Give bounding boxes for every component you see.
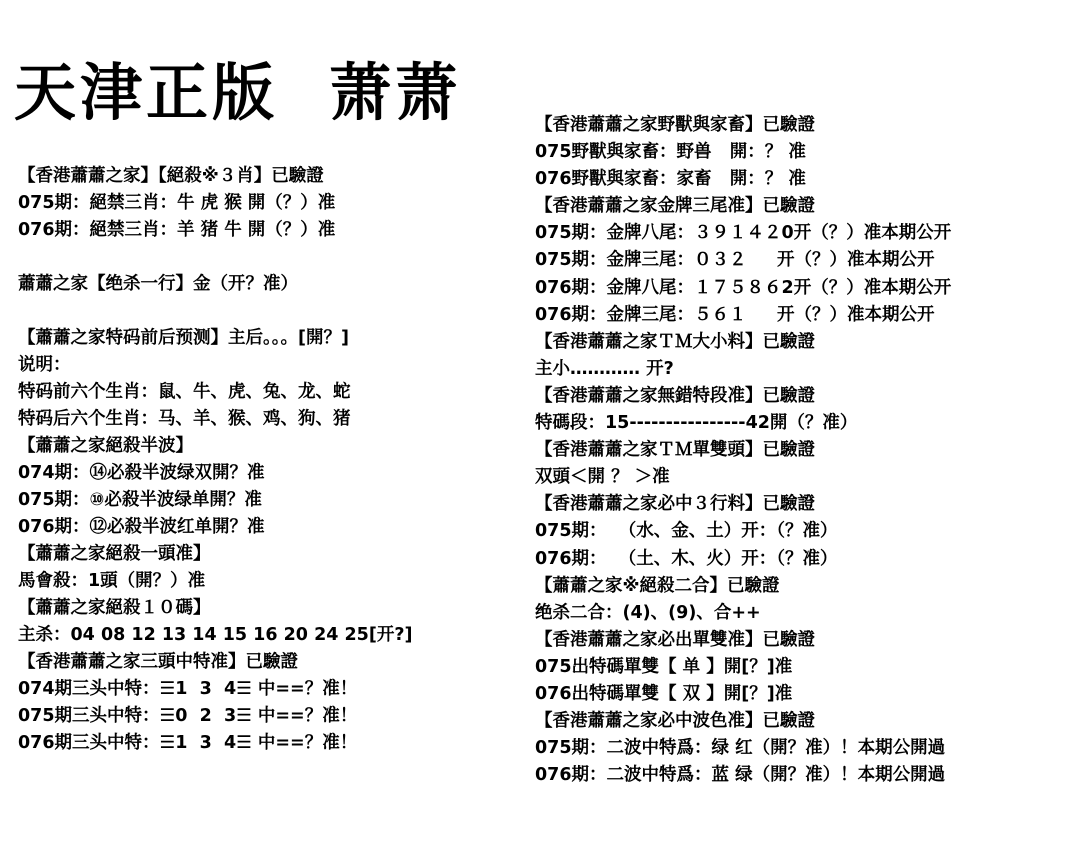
text-line: 074期：⑭必殺半波绿双開？准	[18, 463, 265, 483]
text-line: 076期：金牌三尾：５６１ 开（？）准本期公开	[535, 304, 935, 325]
text-line: 【蕭蕭之家特码前后预测】主后。。。[開？]	[18, 328, 349, 348]
text-line: 【蕭蕭之家※絕殺二合】已驗證	[535, 575, 780, 596]
text-line: 特码后六个生肖：马、羊、猴、鸡、狗、猪	[18, 409, 351, 429]
text-line: 【香港蕭蕭之家必中波色准】已驗證	[535, 711, 815, 732]
text-line: 【香港蕭蕭之家ＴＭ單雙頭】已驗證	[535, 440, 815, 461]
text-line: 075期三头中特：☰0 2 3☰ 中==？准！	[18, 706, 358, 726]
text-line: 馬會殺：1頭（開？）准	[18, 571, 206, 591]
text-line: 【蕭蕭之家絕殺一頭准】	[18, 544, 211, 564]
text-line: 蕭蕭之家【绝杀一行】金（开？准）	[18, 274, 298, 294]
text-line: 076期：⑫必殺半波红单開？准	[18, 517, 265, 537]
text-line: 075出特碼單雙【 单 】開[？]准	[535, 656, 793, 677]
text-line: 主小………… 开?	[535, 358, 674, 379]
text-line: 【香港蕭蕭之家必出單雙准】已驗證	[535, 629, 815, 650]
text-line: 076出特碼單雙【 双 】開[？]准	[535, 683, 793, 704]
page-title: 天津正版 萧萧	[14, 56, 462, 129]
left-column	[18, 163, 518, 757]
text-line: 特碼段：15----------------42開（？准）	[535, 413, 858, 434]
text-line: 075期：絕禁三肖：牛 虎 猴 開（？）准	[18, 193, 336, 213]
text-line	[18, 298, 518, 325]
text-line: 075期：⑩必殺半波绿单開？准	[18, 490, 262, 510]
text-line: 075期： （水、金、土）开：（？准）	[535, 521, 838, 542]
text-line: 075期：金牌三尾：０３２ 开（？）准本期公开	[535, 250, 935, 271]
text-line: 【香港蕭蕭之家無錯特段准】已驗證	[535, 385, 815, 406]
text-line: 076野獸與家畜：家畜 開：？ 准	[535, 169, 806, 190]
text-line	[18, 244, 518, 271]
text-line: 【香港蕭蕭之家金牌三尾准】已驗證	[535, 196, 815, 217]
text-line: 【蕭蕭之家絕殺半波】	[18, 436, 193, 456]
text-line: 075期：金牌八尾：３９１４２0开（？）准本期公开	[535, 223, 952, 244]
text-line: 076期：金牌八尾：１７５８６2开（？）准本期公开	[535, 277, 952, 298]
text-line: 076期：二波中特爲：蓝 绿（開？准）！本期公開過	[535, 765, 946, 786]
text-line: 【香港蕭蕭之家】【絕殺※３肖】已驗證	[18, 166, 324, 186]
text-line: 说明：	[18, 355, 71, 375]
text-line: 特码前六个生肖：鼠、牛、虎、兔、龙、蛇	[18, 382, 351, 402]
text-line: 【香港蕭蕭之家三頭中特准】已驗證	[18, 652, 298, 672]
text-line: 【香港蕭蕭之家野獸與家畜】已驗證	[535, 115, 815, 135]
text-line: 075期：二波中特爲：绿 红（開？准）！本期公開過	[535, 738, 946, 759]
text-line: 绝杀二合：(4)、(9)、合++	[535, 602, 761, 623]
text-line: 076期三头中特：☰1 3 4☰ 中==？准！	[18, 733, 358, 753]
text-line: 双頭＜開 ？ ＞准	[535, 467, 670, 488]
text-line: 【香港蕭蕭之家ＴＭ大小料】已驗證	[535, 331, 815, 352]
right-column	[535, 112, 1075, 789]
text-line: 【香港蕭蕭之家必中３行料】已驗證	[535, 494, 815, 515]
text-line: 074期三头中特：☰1 3 4☰ 中==？准！	[18, 679, 358, 699]
text-line: 076期： （土、木、火）开：（？准）	[535, 548, 838, 569]
text-line: 【蕭蕭之家絕殺１０碼】	[18, 598, 211, 618]
text-line: 主杀：04 08 12 13 14 15 16 20 24 25[开?]	[18, 625, 413, 645]
text-line: 075野獸與家畜：野兽 開：？ 准	[535, 142, 806, 163]
text-line: 076期：絕禁三肖：羊 猪 牛 開（？）准	[18, 220, 336, 240]
